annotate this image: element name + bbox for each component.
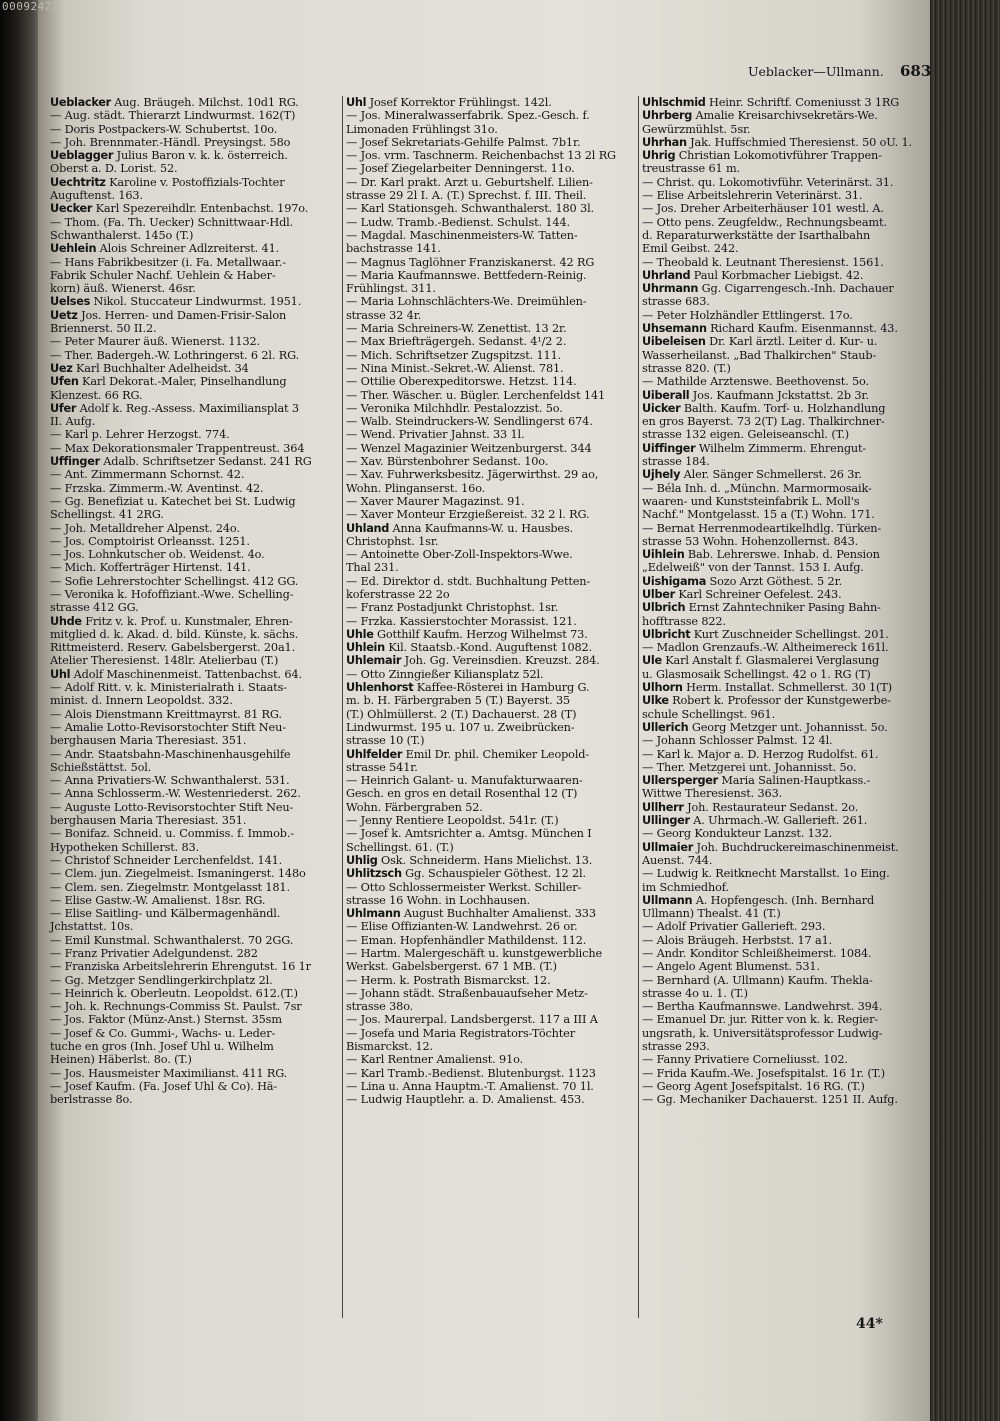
- directory-entry-line: Uhlenhorst Kaffee-Rösterei in Hamburg G.: [346, 681, 590, 695]
- directory-entry-line: — Ther. Badergeh.-W. Lothringerst. 6 2l. RG.: [50, 348, 300, 362]
- directory-entry-line: — Peter Holzhändler Ettlingerst. 17o.: [642, 308, 853, 322]
- directory-entry-line: strasse 16 Wohn. in Lochhausen.: [346, 893, 531, 907]
- directory-entry-line: — Gg. Benefiziat u. Katechet bei St. Ludwig: [50, 494, 296, 508]
- directory-entry-line: — Jos. Lohnkutscher ob. Weidenst. 4o.: [50, 548, 265, 562]
- directory-entry-line: Atelier Theresienst. 148lr. Atelierbau (T.): [50, 654, 279, 668]
- directory-entry-line: — Jos. vrm. Taschnerm. Reichenbachst 13 2l RG: [346, 149, 616, 163]
- directory-entry-line: berghausen Maria Theresiast. 351.: [50, 734, 247, 748]
- directory-entry-line: — Jos. Mineralwasserfabrik. Spez.-Gesch. f.: [346, 109, 590, 123]
- directory-entry-line: Uhrland Paul Korbmacher Liebigst. 42.: [642, 268, 864, 282]
- directory-entry-line: Bismarckst. 12.: [346, 1040, 433, 1054]
- directory-entry-line: — Andr. Konditor Schleißheimerst. 1084.: [642, 947, 872, 960]
- directory-entry-line: — Xav. Bürstenbohrer Sedanst. 10o.: [346, 455, 549, 469]
- directory-entry-line: — Aug. städt. Thierarzt Lindwurmst. 162(T): [50, 109, 296, 123]
- directory-entry-line: Uiberall Jos. Kaufmann Jckstattst. 2b 3r.: [642, 388, 869, 402]
- scan-id: 00092427: [2, 0, 59, 13]
- directory-entry-line: Hypotheken Schillerst. 83.: [50, 840, 200, 854]
- directory-entry-line: Uibeleisen Dr. Karl ärztl. Leiter d. Kur- u.: [642, 335, 878, 349]
- directory-entry-line: Uhrig Christian Lokomotivführer Trappen-: [642, 149, 882, 163]
- directory-entry-line: — Walb. Steindruckers-W. Sendlingerst 674.: [346, 415, 593, 429]
- directory-entry-line: — Mich. Kofferträger Hirtenst. 141.: [50, 561, 251, 575]
- signature-mark: 44*: [856, 1316, 883, 1332]
- directory-entry-line: — Frzska. Zimmerm.-W. Aventinst. 42.: [50, 481, 264, 495]
- directory-entry-line: — Jos. Maurerpal. Landsbergerst. 117 a III A: [346, 1013, 598, 1027]
- directory-entry-line: — Karl p. Lehrer Herzogst. 774.: [50, 428, 230, 442]
- directory-entry-line: Ulhorn Herm. Installat. Schmellerst. 30 1(T): [642, 681, 892, 695]
- directory-entry-line: — Josef Kaufm. (Fa. Josef Uhl & Co). Hä-: [50, 1079, 278, 1093]
- directory-entry-line: Ullmann) Thealst. 41 (T.): [642, 907, 781, 921]
- directory-entry-line: Rittmeisterd. Reserv. Gabelsbergerst. 20a1.: [50, 641, 296, 655]
- directory-entry-line: Uhlemair Joh. Gg. Vereinsdien. Kreuzst. 284.: [346, 654, 600, 668]
- directory-entry-line: — Jos. Dreher Arbeiterhäuser 101 westl. A.: [642, 202, 884, 216]
- directory-entry-line: treustrasse 61 m.: [642, 162, 740, 176]
- directory-entry-line: Schwanthalerst. 145o (T.): [50, 228, 194, 242]
- directory-entry-line: Lindwurmst. 195 u. 107 u. Zweibrücken-: [346, 720, 575, 734]
- directory-entry-line: — Joh. Metalldreher Alpenst. 24o.: [50, 521, 240, 535]
- directory-entry-line: — Bertha Kaufmannswe. Landwehrst. 394.: [642, 1000, 883, 1014]
- directory-entry-line: Uishigama Sozo Arzt Göthest. 5 2r.: [642, 574, 843, 588]
- directory-entry-line: Limonaden Frühlingst 31o.: [346, 122, 498, 136]
- directory-entry-line: — Johann städt. Straßenbauaufseher Metz-: [346, 986, 588, 1000]
- directory-entry-line: — Franziska Arbeitslehrerin Ehrengutst. 16 1r: [50, 960, 311, 974]
- directory-entry-line: — Sofie Lehrerstochter Schellingst. 412 GG.: [50, 574, 299, 588]
- directory-entry-line: Uhrhan Jak. Huffschmied Theresienst. 50 oU. 1.: [642, 135, 912, 149]
- directory-entry-line: — Veronika k. Hofoffiziant.-Wwe. Schelling-: [50, 587, 294, 601]
- directory-entry-line: strasse 412 GG.: [50, 601, 139, 615]
- directory-entry-line: Ulbricht Kurt Zuschneider Schellingst. 201.: [642, 627, 889, 641]
- directory-entry-line: — Karl Stationsgeh. Schwanthalerst. 180 3l.: [346, 202, 594, 216]
- directory-entry-line: — Nina Minist.-Sekret.-W. Alienst. 781.: [346, 361, 564, 375]
- directory-entry-line: Auguftenst. 163.: [50, 189, 143, 203]
- directory-entry-line: Wohn. Färbergraben 52.: [346, 800, 483, 814]
- directory-entry-line: — Elise Gastw.-W. Amalienst. 18sr. RG.: [50, 893, 266, 907]
- directory-entry-line: — Xav. Fuhrwerksbesitz. Jägerwirthst. 29 ao,: [346, 468, 599, 482]
- directory-entry-line: strasse 32 4r.: [346, 308, 422, 322]
- directory-entry-line: II. Aufg.: [50, 415, 96, 429]
- directory-entry-line: Uhrberg Amalie Kreisarchivsekretärs-We.: [642, 109, 878, 123]
- directory-entry-line: hofftrasse 822.: [642, 614, 726, 628]
- column-2: [342, 96, 634, 1316]
- directory-entry-line: — Frida Kaufm.-We. Josefspitalst. 16 1r. (T.): [642, 1066, 886, 1080]
- directory-entry-line: Wittwe Theresienst. 363.: [642, 787, 783, 801]
- directory-entry-line: Uicker Balth. Kaufm. Torf- u. Holzhandlung: [642, 401, 886, 415]
- directory-entry-line: — Ottilie Oberexpeditorswe. Hetzst. 114.: [346, 375, 577, 389]
- directory-entry-line: Ulbrich Ernst Zahntechniker Pasing Bahn-: [642, 601, 881, 615]
- directory-entry-line: — Otto Schlossermeister Werkst. Schiller-: [346, 880, 582, 894]
- directory-entry-line: Ulber Karl Schreiner Oefelest. 243.: [642, 587, 842, 601]
- directory-entry-line: berlstrasse 8o.: [50, 1093, 133, 1107]
- directory-entry-line: — Otto pens. Zeugfeldw., Rechnungsbeamt.: [642, 215, 887, 229]
- directory-entry-line: strasse 10 (T.): [346, 734, 425, 748]
- directory-entry-line: Uhlfelder Emil Dr. phil. Chemiker Leopold-: [346, 747, 590, 761]
- directory-entry-line: — Maria Lohnschlächters-We. Dreimühlen-: [346, 295, 587, 309]
- directory-entry-line: — Jos. Faktor (Münz-Anst.) Sternst. 35sm: [50, 1013, 282, 1027]
- directory-entry-line: Heinen) Häberlst. 8o. (T.): [50, 1053, 192, 1067]
- directory-entry-line: — Wenzel Magazinier Weitzenburgerst. 344: [346, 441, 592, 455]
- directory-entry-line: — Josef & Co. Gummi-, Wachs- u. Leder-: [50, 1026, 276, 1040]
- directory-entry-line: Jchstattst. 10s.: [50, 920, 134, 934]
- directory-entry-line: — Ther. Metzgerei unt. Johannisst. 5o.: [642, 760, 857, 774]
- directory-entry-line: Gesch. en gros en detail Rosenthal 12 (T): [346, 787, 578, 801]
- directory-entry-line: Ullersperger Maria Salinen-Hauptkass.-: [642, 774, 871, 788]
- directory-entry-line: Uhle Gotthilf Kaufm. Herzog Wilhelmst 73.: [346, 627, 588, 641]
- page-header: [38, 64, 930, 84]
- directory-entry-line: Uffinger Adalb. Schriftsetzer Sedanst. 241 RG: [50, 455, 312, 469]
- directory-entry-line: Schellingst. 61. (T.): [346, 840, 454, 854]
- directory-entry-line: — Béla Inh. d. „Münchn. Marmormosaik-: [642, 481, 872, 495]
- directory-entry-line: Thal 231.: [346, 561, 399, 575]
- directory-entry-line: — Alois Dienstmann Kreittmayrst. 81 RG.: [50, 707, 282, 721]
- directory-entry-line: Uelses Nikol. Stuccateur Lindwurmst. 1951.: [50, 295, 302, 309]
- directory-entry-line: — Joh. Brennmater.-Händl. Preysingst. 58o: [50, 135, 291, 149]
- directory-entry-line: Uechtritz Karoline v. Postoffizials-Tochter: [50, 175, 285, 189]
- directory-entry-line: Uetz Jos. Herren- und Damen-Frisir-Salon: [50, 308, 287, 322]
- directory-entry-line: schule Schellingst. 961.: [642, 707, 776, 721]
- directory-entry-line: Ueblacker Aug. Bräugeh. Milchst. 10d1 RG.: [50, 96, 299, 109]
- directory-entry-line: strasse 4o u. 1. (T.): [642, 986, 748, 1000]
- directory-entry-line: Werkst. Gabelsbergerst. 67 1 MB. (T.): [346, 960, 557, 974]
- directory-entry-line: — Alois Bräugeh. Herbstst. 17 a1.: [642, 933, 833, 947]
- directory-entry-line: m. b. H. Färbergraben 5 (T.) Bayerst. 35: [346, 694, 571, 708]
- directory-entry-line: u. Glasmosaik Schellingst. 42 o 1. RG (T): [642, 667, 871, 681]
- directory-entry-line: — Adolf Ritt. v. k. Ministerialrath i. Staats-: [50, 681, 287, 695]
- directory-entry-line: „Edelweiß" von der Tannst. 153 I. Aufg.: [642, 561, 864, 575]
- directory-entry-line: — Josef Sekretariats-Gehilfe Palmst. 7b1r.: [346, 135, 581, 149]
- directory-entry-line: — Auguste Lotto-Revisorstochter Stift Neu-: [50, 800, 294, 814]
- directory-entry-line: strasse 29 2l I. A. (T.) Sprechst. f. III. Theil.: [346, 189, 587, 203]
- directory-entry-line: Uhlitzsch Gg. Schauspieler Göthest. 12 2l.: [346, 867, 586, 881]
- directory-entry-line: — Madlon Grenzaufs.-W. Altheimereck 161l.: [642, 641, 889, 655]
- directory-entry-line: — Josef Ziegelarbeiter Denningerst. 11o.: [346, 162, 575, 176]
- directory-entry-line: Uihlein Bab. Lehrerswe. Inhab. d. Pension: [642, 548, 880, 562]
- directory-entry-line: Uhl Josef Korrektor Frühlingst. 142l.: [346, 96, 552, 109]
- directory-entry-line: — Josefa und Maria Registrators-Töchter: [346, 1026, 575, 1040]
- directory-entry-line: — Frzka. Kassierstochter Morassist. 121.: [346, 614, 577, 628]
- directory-entry-line: — Gg. Metzger Sendlingerkirchplatz 2l.: [50, 973, 273, 987]
- directory-entry-line: im Schmiedhof.: [642, 880, 729, 894]
- directory-entry-line: Ueblagger Julius Baron v. k. k. österreich.: [50, 149, 288, 163]
- directory-entry-line: Oberst a. D. Lorist. 52.: [50, 162, 178, 176]
- directory-entry-line: — Maria Schreiners-W. Zenettist. 13 2r.: [346, 322, 567, 336]
- directory-entry-line: Uhsemann Richard Kaufm. Eisenmannst. 43.: [642, 322, 898, 336]
- directory-entry-line: strasse 184.: [642, 455, 710, 469]
- directory-entry-line: — Andr. Staatsbahn-Maschinenhausgehilfe: [50, 747, 291, 761]
- directory-entry-line: — Karl Tramb.-Bedienst. Blutenburgst. 1123: [346, 1066, 596, 1080]
- directory-entry-line: — Ludw. Tramb.-Bedienst. Schulst. 144.: [346, 215, 570, 229]
- directory-entry-line: korn) äuß. Wienerst. 46sr.: [50, 282, 196, 296]
- directory-entry-line: Uhlein Kil. Staatsb.-Kond. Auguftenst 1082.: [346, 641, 593, 655]
- directory-entry-line: — Adolf Privatier Gallerieft. 293.: [642, 920, 826, 934]
- directory-entry-line: Uez Karl Buchhalter Adelheidst. 34: [50, 361, 249, 375]
- directory-entry-line: — Bernat Herrenmodeartikelhdlg. Türken-: [642, 521, 882, 535]
- directory-entry-line: — Christof Schneider Lerchenfeldst. 141.: [50, 853, 283, 867]
- directory-entry-line: Auenst. 744.: [642, 853, 713, 867]
- directory-entry-line: strasse 53 Wohn. Hohenzollernst. 843.: [642, 534, 859, 548]
- directory-entry-line: — Xaver Monteur Erzgießereist. 32 2 l. RG.: [346, 508, 590, 522]
- directory-entry-line: — Doris Postpackers-W. Schubertst. 10o.: [50, 122, 278, 136]
- directory-entry-line: strasse 38o.: [346, 1000, 414, 1014]
- directory-entry-line: Schießstättst. 5ol.: [50, 760, 152, 774]
- directory-entry-line: — Magnus Taglöhner Franziskanerst. 42 RG: [346, 255, 595, 269]
- directory-entry-line: Ullmaier Joh. Buchdruckereimaschinenmeist.: [642, 840, 899, 854]
- directory-entry-line: strasse 683.: [642, 295, 710, 309]
- directory-entry-line: — Max Briefträgergeh. Sedanst. 4¹/2 2.: [346, 335, 567, 349]
- directory-entry-line: — Georg Kondukteur Lanzst. 132.: [642, 827, 833, 841]
- directory-entry-line: Wohn. Plinganserst. 16o.: [346, 481, 486, 495]
- directory-entry-line: — Bonifaz. Schneid. u. Commiss. f. Immob.-: [50, 827, 294, 841]
- directory-entry-line: ungsrath, k. Universitätsprofessor Ludwig-: [642, 1026, 883, 1040]
- directory-entry-line: Christophst. 1sr.: [346, 534, 439, 548]
- directory-entry-line: Gewürzmühlst. 5sr.: [642, 122, 751, 136]
- directory-entry-line: strasse 541r.: [346, 760, 418, 774]
- directory-entry-line: — Georg Agent Josefspitalst. 16 RG. (T.): [642, 1079, 865, 1093]
- directory-entry-line: — Josef k. Amtsrichter a. Amtsg. München I: [346, 827, 592, 841]
- directory-entry-line: — Franz Postadjunkt Christophst. 1sr.: [346, 601, 559, 615]
- directory-entry-line: — Johann Schlosser Palmst. 12 4l.: [642, 734, 833, 748]
- directory-entry-line: — Heinrich k. Oberleutn. Leopoldst. 612.(T.): [50, 986, 298, 1000]
- directory-entry-line: Wasserheilanst. „Bad Thalkirchen" Staub-: [642, 348, 877, 362]
- directory-entry-line: Uhland Anna Kaufmanns-W. u. Hausbes.: [346, 521, 574, 535]
- directory-entry-line: Uhrmann Gg. Cigarrengesch.-Inh. Dachauer: [642, 282, 894, 296]
- directory-entry-line: — Thom. (Fa. Th. Uecker) Schnittwaar-Hdl.: [50, 215, 294, 229]
- directory-entry-line: — Xaver Maurer Magazinst. 91.: [346, 494, 525, 508]
- directory-entry-line: — Elise Arbeitslehrerin Veterinärst. 31.: [642, 189, 863, 203]
- directory-entry-line: — Emil Kunstmal. Schwanthalerst. 70 2GG.: [50, 933, 294, 947]
- column-3: [638, 96, 930, 1316]
- directory-entry-line: — Elise Saitling- und Kälbermagenhändl.: [50, 907, 281, 921]
- directory-entry-line: — Mich. Schriftsetzer Zugspitzst. 111.: [346, 348, 562, 362]
- directory-entry-line: — Ludwig k. Reitknecht Marstallst. 1o Eing.: [642, 867, 890, 881]
- directory-entry-line: Uhlschmid Heinr. Schriftf. Comeniusst 3 1RG: [642, 96, 900, 109]
- directory-entry-line: Ullherr Joh. Restaurateur Sedanst. 2o.: [642, 800, 859, 814]
- directory-entry-line: Uhlmann August Buchhalter Amalienst. 333: [346, 907, 596, 921]
- directory-entry-line: Uiffinger Wilhelm Zimmerm. Ehrengut-: [642, 441, 867, 455]
- directory-entry-line: Uehlein Alois Schreiner Adlzreiterst. 41.: [50, 242, 280, 256]
- directory-entry-line: Ufen Karl Dekorat.-Maler, Pinselhandlung: [50, 375, 287, 389]
- directory-entry-line: strasse 820. (T.): [642, 361, 731, 375]
- directory-entry-line: Emil Geibst. 242.: [642, 242, 739, 256]
- directory-entry-line: — Dr. Karl prakt. Arzt u. Geburtshelf. Lilien-: [346, 175, 593, 189]
- directory-entry-line: — Hans Fabrikbesitzer (i. Fa. Metallwaar.-: [50, 255, 286, 269]
- directory-entry-line: — Karl Rentner Amalienst. 91o.: [346, 1053, 524, 1067]
- directory-entry-line: — Anna Privatiers-W. Schwanthalerst. 531.: [50, 774, 290, 788]
- directory-entry-line: tuche en gros (Inh. Josef Uhl u. Wilhelm: [50, 1040, 274, 1054]
- directory-entry-line: — Herm. k. Postrath Bismarckst. 12.: [346, 973, 551, 987]
- directory-entry-line: (T.) Ohlmüllerst. 2 (T.) Dachauerst. 28 (T): [346, 707, 577, 721]
- directory-entry-line: — Eman. Hopfenhändler Mathildenst. 112.: [346, 933, 587, 947]
- directory-entry-line: — Fanny Privatiere Corneliusst. 102.: [642, 1053, 848, 1067]
- directory-entry-line: Ule Karl Anstalt f. Glasmalerei Verglasung: [642, 654, 880, 668]
- directory-entry-line: koferstrasse 22 2o: [346, 587, 450, 601]
- directory-entry-line: — Karl k. Major a. D. Herzog Rudolfst. 61.: [642, 747, 879, 761]
- directory-entry-line: — Hartm. Malergeschäft u. kunstgewerbliche: [346, 947, 602, 960]
- directory-entry-line: Ullmann A. Hopfengesch. (Inh. Bernhard: [642, 893, 875, 907]
- directory-entry-line: Nachf." Montgelasst. 15 a (T.) Wohn. 171.: [642, 508, 875, 522]
- directory-entry-line: Fabrik Schuler Nachf. Uehlein & Haber-: [50, 268, 276, 282]
- book-page-edges: [922, 0, 1000, 1421]
- directory-entry-line: Ujhely Aler. Sänger Schmellerst. 26 3r.: [642, 468, 862, 482]
- directory-entry-line: — Elise Offizianten-W. Landwehrst. 26 or.: [346, 920, 578, 934]
- directory-entry-line: mitglied d. k. Akad. d. bild. Künste, k. sächs.: [50, 627, 299, 641]
- directory-entry-line: strasse 293.: [642, 1040, 710, 1054]
- directory-entry-line: — Ther. Wäscher. u. Bügler. Lerchenfeldst 141: [346, 388, 606, 402]
- directory-entry-line: — Angelo Agent Blumenst. 531.: [642, 960, 820, 974]
- directory-entry-line: Schellingst. 41 2RG.: [50, 508, 164, 522]
- directory-entry-line: — Veronika Milchhdlr. Pestalozzist. 5o.: [346, 401, 563, 415]
- directory-entry-line: — Theobald k. Leutnant Theresienst. 1561.: [642, 255, 884, 269]
- page-number: 683: [900, 62, 932, 80]
- running-head: Ueblacker—Ullmann.: [748, 64, 884, 79]
- directory-entry-line: — Ludwig Hauptlehr. a. D. Amalienst. 453.: [346, 1093, 585, 1107]
- directory-entry-line: waaren- und Kunststeinfabrik L. Moll's: [642, 494, 860, 508]
- directory-entry-line: Ufer Adolf k. Reg.-Assess. Maximiliansplat 3: [50, 401, 299, 415]
- directory-columns: [42, 96, 930, 1316]
- directory-entry-line: Uhde Fritz v. k. Prof. u. Kunstmaler, Ehren-: [50, 614, 293, 628]
- directory-entry-line: — Franz Privatier Adelgundenst. 282: [50, 947, 258, 960]
- column-1: [46, 96, 338, 1316]
- directory-entry-line: strasse 132 eigen. Geleiseanschl. (T.): [642, 428, 850, 442]
- directory-entry-line: d. Reparaturwerkstätte der Isarthalbahn: [642, 228, 871, 242]
- directory-entry-line: en gros Bayerst. 73 2(T) Lag. Thalkirchner-: [642, 415, 885, 429]
- directory-entry-line: — Magdal. Maschinenmeisters-W. Tatten-: [346, 228, 578, 242]
- directory-entry-line: Briennerst. 50 II.2.: [50, 322, 157, 336]
- directory-entry-line: Ullerich Georg Metzger unt. Johannisst. 5o.: [642, 720, 888, 734]
- directory-entry-line: — Jos. Hausmeister Maximilianst. 411 RG.: [50, 1066, 288, 1080]
- directory-entry-line: — Mathilde Arztenswe. Beethovenst. 5o.: [642, 375, 869, 389]
- directory-entry-line: — Emanuel Dr. jur. Ritter von k. k. Regier-: [642, 1013, 879, 1027]
- directory-entry-line: — Amalie Lotto-Revisorstochter Stift Neu-: [50, 720, 286, 734]
- directory-entry-line: Klenzest. 66 RG.: [50, 388, 143, 402]
- directory-entry-line: Uecker Karl Spezereihdlr. Entenbachst. 197o.: [50, 202, 309, 216]
- directory-entry-line: — Jenny Rentiere Leopoldst. 541r. (T.): [346, 814, 559, 828]
- directory-entry-line: Frühlingst. 311.: [346, 282, 436, 296]
- directory-entry-line: — Clem. sen. Ziegelmstr. Montgelasst 181.: [50, 880, 290, 894]
- directory-entry-line: minist. d. Innern Leopoldst. 332.: [50, 694, 233, 708]
- directory-page: [38, 0, 930, 1421]
- directory-entry-line: — Ed. Direktor d. stdt. Buchhaltung Petten-: [346, 574, 591, 588]
- directory-entry-line: Uhl Adolf Maschinenmeist. Tattenbachst. 64.: [50, 667, 302, 681]
- directory-entry-line: — Peter Maurer äuß. Wienerst. 1132.: [50, 335, 260, 349]
- directory-entry-line: — Christ. qu. Lokomotivführ. Veterinärst. 31.: [642, 175, 894, 189]
- directory-entry-line: Ulke Robert k. Professor der Kunstgewerbe-: [642, 694, 891, 708]
- directory-entry-line: — Gg. Mechaniker Dachauerst. 1251 II. Aufg.: [642, 1093, 898, 1107]
- directory-entry-line: — Otto Zinngießer Kiliansplatz 52l.: [346, 667, 544, 681]
- directory-entry-line: — Joh. k. Rechnungs-Commiss St. Paulst. 7sr: [50, 1000, 302, 1014]
- directory-entry-line: — Bernhard (A. Ullmann) Kaufm. Thekla-: [642, 973, 873, 987]
- directory-entry-line: — Wend. Privatier Jahnst. 33 1l.: [346, 428, 525, 442]
- directory-entry-line: Ullinger A. Uhrmach.-W. Gallerieft. 261.: [642, 814, 868, 828]
- directory-entry-line: — Heinrich Galant- u. Manufakturwaaren-: [346, 774, 583, 788]
- directory-entry-line: bachstrasse 141.: [346, 242, 441, 256]
- directory-entry-line: — Lina u. Anna Hauptm.-T. Amalienst. 70 1l.: [346, 1079, 594, 1093]
- directory-entry-line: — Clem. jun. Ziegelmeist. Ismaningerst. 148o: [50, 867, 306, 881]
- directory-entry-line: — Antoinette Ober-Zoll-Inspektors-Wwe.: [346, 548, 573, 562]
- directory-entry-line: Uhlig Osk. Schneiderm. Hans Mielichst. 13.: [346, 853, 593, 867]
- directory-entry-line: — Ant. Zimmermann Schornst. 42.: [50, 468, 245, 482]
- directory-entry-line: — Jos. Comptoirist Orleansst. 1251.: [50, 534, 250, 548]
- directory-entry-line: berghausen Maria Theresiast. 351.: [50, 814, 247, 828]
- directory-entry-line: — Maria Kaufmannswe. Bettfedern-Reinig.: [346, 268, 587, 282]
- directory-entry-line: — Anna Schlosserm.-W. Westenriederst. 262.: [50, 787, 301, 801]
- directory-entry-line: — Max Dekorationsmaler Trappentreust. 364: [50, 441, 305, 455]
